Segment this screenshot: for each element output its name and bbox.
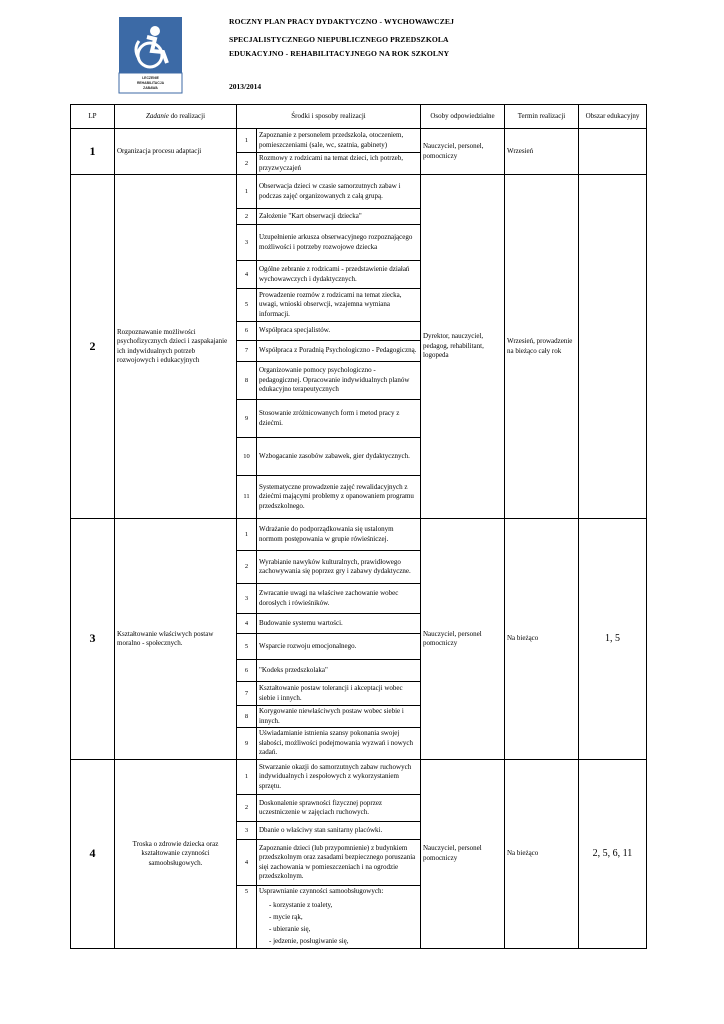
section-term: Wrzesień: [505, 129, 579, 175]
item-text: Zapoznanie dzieci (lub przypomnienie) z budynkiem przedszkolnym oraz zasadami bezpiecznego poruszania sięi zachowania w pomieszczeniach i na ogrodzie przedszkolnym.: [257, 840, 421, 886]
section-task: Troska o zdrowie dziecka oraz kształtowanie czynności samoobsługowych.: [115, 760, 237, 949]
item-text: Korygowanie niewłaściwych postaw wobec siebie i innych.: [257, 706, 421, 728]
item-number: 10: [237, 438, 257, 476]
item-text: Wzbogacanie zasobów zabawek, gier dydaktycznych.: [257, 438, 421, 476]
section-term: Wrzesień, prowadzenie na bieżąco cały rok: [505, 175, 579, 519]
item-text: Prowadzenie rozmów z rodzicami na temat ziecka, uwagi, wnioski obserwcji, wzajemna wymiana informacji.: [257, 289, 421, 322]
sub-item: - korzystanie z toalety,: [269, 900, 333, 909]
item-number: 8: [237, 362, 257, 400]
item-number: 9: [237, 400, 257, 438]
item-number: 2: [237, 795, 257, 822]
col-persons-header: Osoby odpowiedzialne: [421, 105, 505, 129]
item-number: 5: [237, 886, 257, 949]
plan-table: [70, 104, 647, 949]
doc-title-line-2: SPECJALISTYCZNEGO NIEPUBLICZNEGO PRZEDSZKOLA: [229, 35, 449, 44]
item-text: Założenie "Kart obserwacji dziecka": [257, 209, 421, 225]
item-text: Zwracanie uwagi na właściwe zachowanie wobec dorosłych i rówieśników.: [257, 584, 421, 614]
sub-item: - mycie rąk,: [269, 912, 303, 921]
section-lp: 2: [71, 175, 115, 519]
col-task-header: [115, 105, 237, 129]
item-text: Wsparcie rozwoju emocjonalnego.: [257, 634, 421, 660]
item-number: 4: [237, 261, 257, 289]
table-row: [71, 519, 647, 551]
item-text: Usprawnianie czynności samoobsługowych:: [259, 887, 384, 895]
section-area: 2, 5, 6, 11: [579, 760, 647, 949]
section-task: Organizacja procesu adaptacji: [115, 129, 237, 175]
col-area-header: Obszar edukacyjny: [579, 105, 647, 129]
item-text-cell: [257, 886, 421, 949]
item-number: 2: [237, 153, 257, 175]
item-text: Uświadamianie istnienia szansy pokonania swojej słabości, możliwości podejmowania wyzwań i nowych zadań.: [257, 728, 421, 760]
item-text: "Kodeks przedszkolaka": [257, 660, 421, 682]
item-text: Ogólne zebranie z rodzicami - przedstawienie działań wychowawczych i dydaktycznych.: [257, 261, 421, 289]
sub-item: - jedzenie, posługiwanie się,: [269, 936, 349, 945]
item-text: Systematyczne prowadzenie zajęć rewalidacyjnych z dziećmi mającymi problemy z opanowaniem programu przedszkolnego.: [257, 476, 421, 519]
item-text: Doskonalenie sprawności fizycznej poprzez uczestniczenie w zajęciach ruchowych.: [257, 795, 421, 822]
table-header-row: [71, 105, 647, 129]
item-number: 8: [237, 706, 257, 728]
item-number: 7: [237, 682, 257, 706]
item-number: 11: [237, 476, 257, 519]
section-area: 1, 5: [579, 519, 647, 760]
section-task: Kształtowanie właściwych postaw moralno - społecznych.: [115, 519, 237, 760]
section-area: [579, 129, 647, 175]
item-text: Zapoznanie z personelem przedszkola, otoczeniem, pomieszczeniami (sale, wc, szatnia, gabinety): [257, 129, 421, 153]
logo-text-1: LECZENIE: [142, 76, 159, 80]
section-lp: 4: [71, 760, 115, 949]
doc-title-line-1: ROCZNY PLAN PRACY DYDAKTYCZNO - WYCHOWAWCZEJ: [229, 17, 454, 26]
item-text: Budowanie systemu wartości.: [257, 614, 421, 634]
item-number: 6: [237, 322, 257, 341]
item-number: 4: [237, 614, 257, 634]
section-area: [579, 175, 647, 519]
table-row: [71, 175, 647, 209]
item-number: 3: [237, 225, 257, 261]
item-text: Wdrażanie do podporządkowania się ustalonym normom postępowania w grupie rówieśniczej.: [257, 519, 421, 551]
item-number: 1: [237, 519, 257, 551]
item-text: Obserwacja dzieci w czasie samorzutnych zabaw i podczas zajęć organizowanych z całą grupą.: [257, 175, 421, 209]
table-row: [71, 760, 647, 795]
section-task: Rozpoznawanie możliwości psychofizycznych dzieci i zaspakajanie ich indywidualnych potrzeb rozwojowych i edukacyjnych: [115, 175, 237, 519]
item-number: 9: [237, 728, 257, 760]
item-text: Stwarzanie okazji do samorzutnych zabaw ruchowych indywidualnych i zespołowych z wykorzystaniem sprzętu.: [257, 760, 421, 795]
item-number: 5: [237, 634, 257, 660]
col-task-header-rest: do realizacji: [168, 111, 206, 120]
item-text: Współpraca z Poradnią Psychologiczno - Pedagogiczną.: [257, 341, 421, 362]
item-number: 1: [237, 175, 257, 209]
item-number: 1: [237, 129, 257, 153]
item-text: Stosowanie zróżnicowanych form i metod pracy z dziećmi.: [257, 400, 421, 438]
col-task-header-em: Zadanie: [145, 111, 169, 120]
item-number: 6: [237, 660, 257, 682]
item-text: Dbanie o właściwy stan sanitarny placówki.: [257, 822, 421, 840]
logo-text-3: ZABAWA: [143, 86, 158, 90]
col-means-header: Środki i sposoby realizacji: [237, 105, 421, 129]
item-text: Kształtowanie postaw tolerancji i akceptacji wobec siebie i innych.: [257, 682, 421, 706]
item-text: Organizowanie pomocy psychologiczno - pedagogicznej. Opracowanie indywidualnych planów edukacyjno terapeutycznych: [257, 362, 421, 400]
col-lp-header: LP: [71, 105, 115, 129]
table-row: [71, 129, 647, 153]
item-number: 2: [237, 209, 257, 225]
logo-text-2: REHABILITACJA: [136, 81, 165, 85]
item-number: 1: [237, 760, 257, 795]
school-year: 2013/2014: [229, 82, 262, 91]
col-term-header: Termin realizacji: [505, 105, 579, 129]
item-number: 7: [237, 341, 257, 362]
item-number: 2: [237, 551, 257, 584]
doc-title-line-3: EDUKACYJNO - REHABILITACYJNEGO NA ROK SZKOLNY: [229, 49, 450, 58]
preschool-logo: [117, 15, 184, 95]
item-text: Wyrabianie nawyków kulturalnych, prawidłowego zachowywania się poprzez gry i zabawy dydaktyczne.: [257, 551, 421, 584]
item-number: 3: [237, 822, 257, 840]
section-persons: Nauczyciel, personel, pomocniczy: [421, 129, 505, 175]
sub-list: [259, 899, 418, 947]
section-persons: Nauczyciel, personel pomocniczy: [421, 519, 505, 760]
sub-item: - ubieranie się,: [269, 924, 311, 933]
item-text: Współpraca specjalistów.: [257, 322, 421, 341]
section-persons: Nauczyciel, personel pomocniczy: [421, 760, 505, 949]
section-lp: 3: [71, 519, 115, 760]
item-text: Rozmowy z rodzicami na temat dzieci, ich potrzeb, przyzwyczajeń: [257, 153, 421, 175]
item-number: 5: [237, 289, 257, 322]
section-lp: 1: [71, 129, 115, 175]
item-text: Uzupełnienie arkusza obserwacyjnego rozpoznającego możliwości i potrzeby rozwojowe dziecka: [257, 225, 421, 261]
section-term: Na bieżąco: [505, 519, 579, 760]
item-number: 4: [237, 840, 257, 886]
section-persons: Dyrektor, nauczyciel, pedagog, rehabilitant, logopeda: [421, 175, 505, 519]
section-term: Na bieżąco: [505, 760, 579, 949]
item-number: 3: [237, 584, 257, 614]
